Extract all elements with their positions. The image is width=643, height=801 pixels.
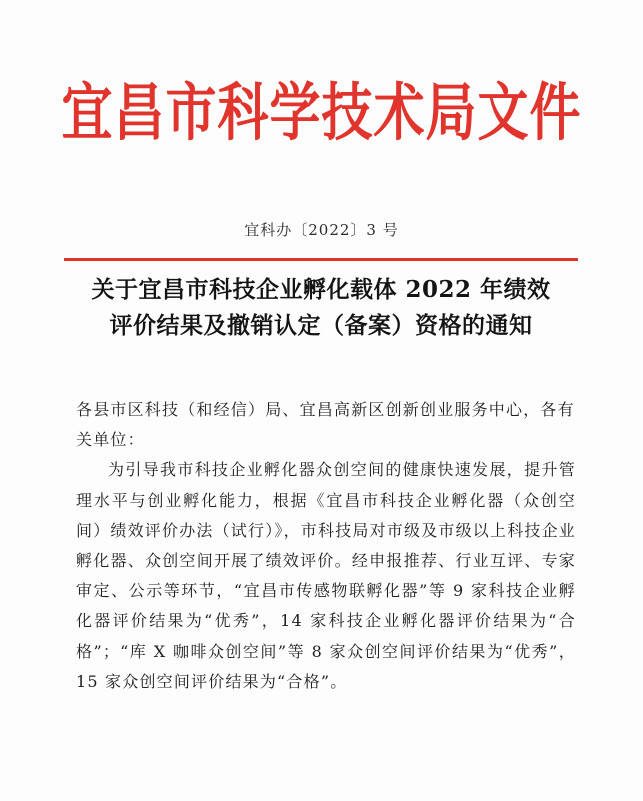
notice-title [64,272,578,344]
issuing-authority-header: 宜昌市科学技术局文件 [61,76,582,150]
red-divider-line [64,258,578,261]
notice-body [76,395,576,697]
notice-title-line-2: 评价结果及撤销认定（备案）资格的通知 [109,312,533,339]
notice-title-line-1: 关于宜昌市科技企业孵化载体 2022 年绩效 [91,276,551,303]
document-number: 宜科办〔2022〕3 号 [244,221,399,239]
addressee: 各县市区科技（和经信）局、宜昌高新区创新创业服务中心，各有关单位： [76,400,575,450]
body-paragraph-1: 为引导我市科技企业孵化器众创空间的健康快速发展，提升管理水平与创业孵化能力，根据《宜昌市科技企业孵化器（众创空间）绩效评价办法（试行）》，市科技局对市级及市级以上科技企业孵化器、众创空间开展了绩效评价。经申报推荐、行业互评、专家审定、公示等环节，“宜昌市传感物联孵化器”等 9 家科技企业孵化器评价结果为“优秀”，14 家科技企业孵化器评价结果为“合格”；“库 X 咖啡众创空间”等 8 家众创空间评价结果为“优秀”，15 家众创空间评价结果为“合格”。 [76,460,577,691]
